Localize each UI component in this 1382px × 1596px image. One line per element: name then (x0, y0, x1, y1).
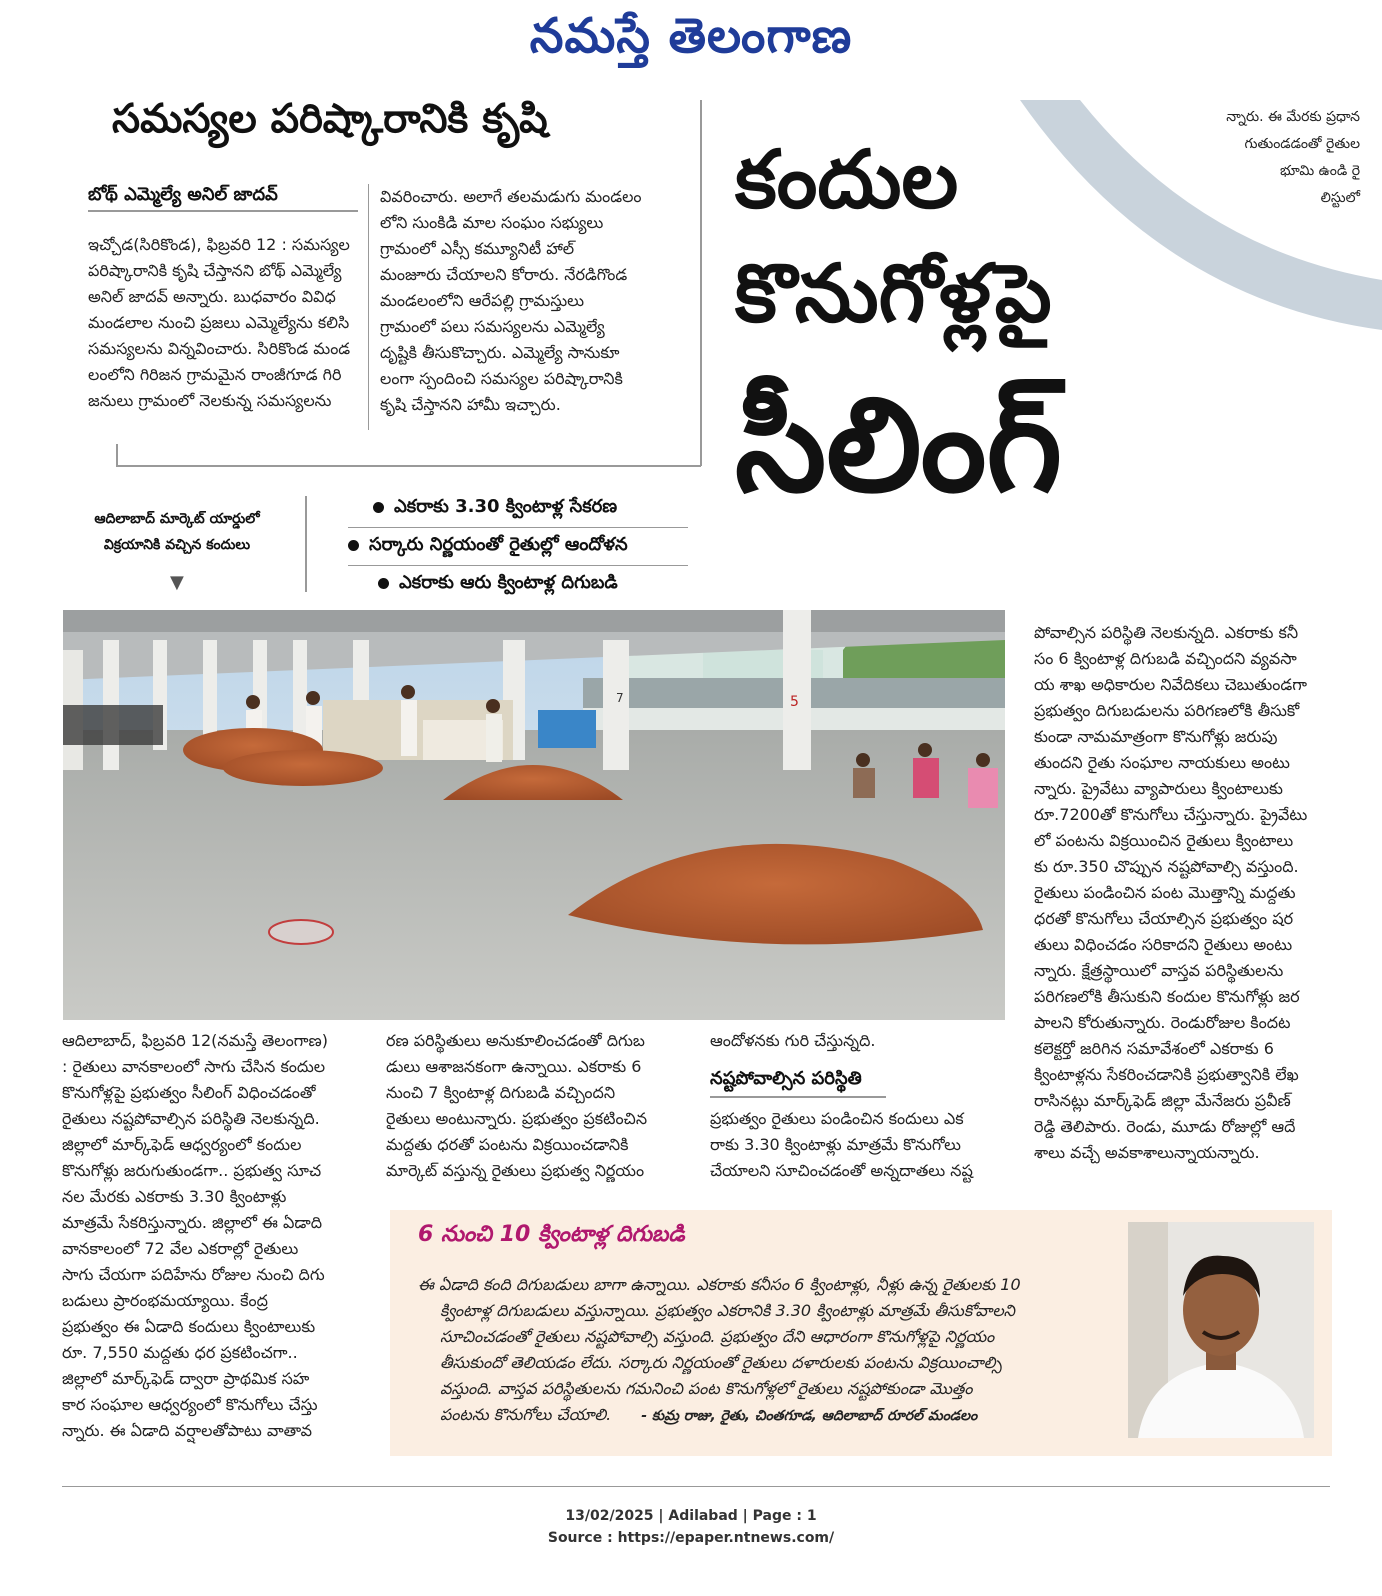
text-line: మండలంలోని ఆరేపల్లి గ్రామస్తులు (380, 291, 584, 310)
bullet-dot-icon (378, 578, 389, 589)
main-headline-line1: కందుల (735, 133, 959, 226)
text-line: న్నారు. ప్రైవేటు వ్యాపారులు క్వింటాలుకు (1034, 779, 1283, 798)
footer-source: Source : https://epaper.ntnews.com/ (547, 1530, 835, 1546)
bullet-text: ఎకరాకు 3.30 క్వింటాళ్ల సేకరణ (394, 496, 618, 517)
text-line: లంగా స్పందించి సమస్యల పరిష్కారానికి (380, 369, 623, 388)
text-line: క్వింటాళ్ల దిగుబడులు వస్తున్నాయి. ప్రభుత్వం ఎకరానికి 3.30 క్వింటాళ్లు మాత్రమే తీసుకోవాలని (440, 1301, 1015, 1320)
text-line: ఈ ఏడాది కంది దిగుబడులు బాగా ఉన్నాయి. ఎకరాకు కనీసం 6 క్వింటాళ్లు, నీళ్లు ఉన్న రైతులకు 10 (418, 1275, 1021, 1294)
text-line: మాత్రమే సేకరిస్తున్నారు. జిల్లాలో ఈ ఏడాది (62, 1213, 323, 1232)
text-line: పోవాల్సిన పరిస్థితి నెలకున్నది. ఎకరాకు కనీ (1034, 623, 1299, 642)
caption-arrow-icon: ▼ (170, 572, 184, 593)
left-story-headline: సమస్యల పరిష్కారానికి కృషి (112, 96, 548, 142)
text-line: సమస్యలను విన్నవించారు. సిరికొండ మండ (88, 339, 351, 358)
bottom-col2-text (386, 1028, 682, 1184)
left-story-col2 (380, 184, 678, 418)
text-line: తీసుకుందో తెలియడం లేదు. సర్కారు నిర్ణయంతో రైతులు దళారులకు పంటను విక్రయించాల్సి (440, 1353, 1002, 1372)
text-line: పరిష్కారానికి కృషి చేస్తానని బోథ్ ఎమ్మెల్యే (88, 261, 342, 280)
text-line: బడులు ప్రారంభమయ్యాయి. కేంద్ర (62, 1291, 268, 1310)
quote-box-title: 6 నుంచి 10 క్వింటాళ్ల దిగుబడి (418, 1222, 685, 1247)
text-line: కృషి చేస్తానని హామీ ఇచ్చారు. (380, 395, 561, 414)
text-line: ఇచ్చోడ(సిరికొండ), ఫిబ్రవరి 12 : సమస్యల (88, 235, 350, 254)
text-line: రైతులు నష్టపోవాల్సిన పరిస్థితి నెలకున్నది. (62, 1109, 320, 1128)
text-line: చేయాలని సూచించడంతో అన్నదాతలు నష్ట (710, 1161, 973, 1180)
text-line: ప్రభుత్వం ఈ ఏడాది కందులు క్వింటాలుకు (62, 1317, 316, 1336)
text-line: పాలని కోరుతున్నారు. రెండురోజుల కిందట (1034, 1013, 1291, 1032)
text-line: లో పంటను విక్రయించిన రైతులు క్వింటాలు (1034, 831, 1294, 850)
text-line: మండలాల నుంచి ప్రజలు ఎమ్మెల్యేను కలిసి (88, 313, 350, 332)
text-line: ప్రభుత్వం దిగుబడులను పరిగణలోకి తీసుకో (1034, 701, 1300, 720)
left-story-col1 (88, 232, 358, 414)
bullet-1 (373, 496, 617, 521)
text-line: తులు విధించడం సరికాదని రైతులు అంటు (1034, 935, 1293, 954)
bullet-2 (348, 534, 628, 559)
text-line: నుంచి 7 క్వింటాళ్ల దిగుబడి వచ్చిందని (386, 1083, 616, 1102)
pillar-number: 7 (616, 691, 624, 705)
quote-last-text: పంటను కొనుగోలు చేయాలి. (440, 1405, 612, 1424)
bullet-separator (348, 527, 688, 528)
text-line: లోని సుంకిడి మాల సంఘం సభ్యులు (380, 213, 604, 232)
quote-attribution: - కుమ్ర రాజు, రైతు, చింతగూడ, ఆదిలాబాద్ రూరల్ మండలం (641, 1408, 978, 1424)
text-line: మంజూరు చేయాలని కోరారు. నేరడిగొండ (380, 265, 628, 284)
text-line: రాసినట్లు మార్క్‌ఫెడ్ జిల్లా మేనేజరు ప్రవీణ్ (1034, 1091, 1291, 1110)
quote-last-line (418, 1402, 1118, 1429)
right-column-text (1034, 620, 1340, 1166)
bullet-dot-icon (373, 502, 384, 513)
text-line: దృష్టికి తీసుకొచ్చారు. ఎమ్మెల్యే సానుకూ (380, 343, 620, 362)
text-line: తుందని రైతు సంఘాల నాయకులు అంటు (1034, 753, 1290, 772)
text-line: గ్రామంలో పలు సమస్యలను ఎమ్మెల్యే (380, 317, 605, 336)
text-line: మార్కెట్ వస్తున్న రైతులు ప్రభుత్వ నిర్ణయం (386, 1161, 645, 1180)
text-line: రైతులు పండించిన పంట మొత్తాన్ని మద్దతు (1034, 883, 1296, 902)
market-yard-photo (63, 610, 1005, 1020)
masthead-logo: నమస్తే తెలంగాణ (529, 8, 853, 64)
text-line: కొనుగోళ్లు జరుగుతుండగా.. ప్రభుత్వ సూచ (62, 1161, 322, 1180)
bottom-col3-subheading: నష్టపోవాల్సిన పరిస్థితి (710, 1068, 862, 1089)
text-line: గుతుండడంతో రైతుల (1244, 136, 1360, 152)
text-line: కు రూ.350 చొప్పున నష్టపోవాల్సి వస్తుంది. (1034, 857, 1299, 876)
text-line: రైతులు అంటున్నారు. ప్రభుత్వం ప్రకటించిన (386, 1109, 648, 1128)
text-line: డులు ఆశాజనకంగా ఉన్నాయి. ఎకరాకు 6 (386, 1057, 642, 1076)
text-line: జనులు గ్రామంలో నెలకున్న సమస్యలను (88, 391, 332, 410)
bullet-separator (348, 565, 688, 566)
text-line: పరిగణలోకి తీసుకుని కందుల కొనుగోళ్లు జర (1034, 987, 1300, 1006)
footer-date-edition: 13/02/2025 | Adilabad | Page : 1 (565, 1508, 817, 1524)
text-line: కొనుగోళ్లపై ప్రభుత్వం సీలింగ్ విధించడంతో (62, 1083, 316, 1102)
text-line: వానకాలంలో 72 వేల ఎకరాల్లో రైతులు (62, 1239, 299, 1258)
left-story-column-divider (368, 184, 369, 430)
caption-divider (305, 496, 307, 592)
text-line: కార సంఘాల ఆధ్వర్యంలో కొనుగోలు చేస్తు (62, 1395, 318, 1414)
left-story-bottom-tick (116, 444, 118, 466)
farmer-portrait (1128, 1222, 1314, 1438)
photo-caption-line2: విక్రయానికి వచ్చిన కందులు (103, 537, 251, 553)
bullet-text: ఎకరాకు ఆరు క్వింటాళ్ల దిగుబడి (399, 572, 618, 593)
bottom-col1-text (62, 1028, 360, 1444)
corner-text-snippet (1160, 104, 1360, 212)
text-line: క్వింటాళ్లను సేకరించడానికి ప్రభుత్వానికి లేఖ (1034, 1065, 1299, 1084)
text-line: అనిల్ జాదవ్ అన్నారు. బుధవారం వివిధ (88, 287, 336, 306)
text-line: కుండా నామమాత్రంగా కొనుగోళ్లు జరుపు (1034, 727, 1278, 746)
text-line: రూ.7200తో కొనుగోలు చేస్తున్నారు. ప్రైవేటు (1034, 805, 1308, 824)
quote-box-text (418, 1272, 1118, 1429)
byline-underline (88, 210, 358, 212)
main-headline-line3: సీలింగ్ (735, 369, 1063, 521)
bottom-col3-lead: ఆందోళనకు గురి చేస్తున్నది. (710, 1031, 876, 1050)
bullet-text: సర్కారు నిర్ణయంతో రైతుల్లో ఆందోళన (369, 534, 628, 555)
text-line: జిల్లాలో మార్క్‌ఫెడ్ ఆధ్వర్యంలో కందుల (62, 1135, 302, 1154)
bullet-3 (378, 572, 618, 597)
text-line: సూచించడంతో రైతులు నష్టపోవాల్సి వస్తుంది. ప్రభుత్వం దేని ఆధారంగా కొనుగోళ్లపై నిర్ణయం (440, 1327, 995, 1346)
text-line: న్నారు. ఈ ఏడాది వర్షాలతోపాటు వాతావ (62, 1421, 313, 1440)
text-line: మద్దతు ధరతో పంటను విక్రయించడానికి (386, 1135, 629, 1154)
text-line: ధరతో కొనుగోలు చేయాల్సిన ప్రభుత్వం షర (1034, 909, 1294, 928)
text-line: నల మేరకు ఎకరాకు 3.30 క్వింటాళ్లు (62, 1187, 287, 1206)
text-line: సాగు చేయగా పదిహేను రోజుల నుంచి దిగు (62, 1265, 325, 1284)
text-line: రణ పరిస్థితులు అనుకూలించడంతో దిగుబ (386, 1031, 645, 1050)
text-line: శాలు వచ్చే అవకాశాలున్నాయన్నారు. (1034, 1143, 1260, 1162)
photo-caption-line1: ఆదిలాబాద్ మార్కెట్ యార్డులో (94, 511, 260, 527)
left-story-byline: బోథ్ ఎమ్మెల్యే అనిల్ జాదవ్ (88, 184, 278, 205)
subheading-underline (710, 1096, 886, 1098)
text-line: లంలోని గిరిజన గ్రామమైన రాంజీగూడ గిరి (88, 365, 342, 384)
text-line: జిల్లాలో మార్క్‌ఫెడ్ ద్వారా ప్రాథమిక సహ (62, 1369, 310, 1388)
text-line: : రైతులు వానకాలంలో సాగు చేసిన కందుల (62, 1057, 326, 1076)
text-line: సం 6 క్వింటాళ్ల దిగుబడి వచ్చిందని వ్యవసా (1034, 649, 1297, 668)
text-line: లిస్టులో (1320, 190, 1360, 206)
pillar-number: 5 (790, 694, 799, 710)
text-line: వస్తుంది. వాస్తవ పరిస్థితులను గమనించి పంట కొనుగోళ్లలో రైతులు నష్టపోకుండా మొత్తం (440, 1379, 973, 1398)
bottom-col3-text (710, 1106, 1010, 1184)
text-line: గ్రామంలో ఎస్సీ కమ్యూనిటీ హాల్ (380, 239, 575, 258)
left-story-right-border (700, 100, 702, 466)
footer-divider (62, 1486, 1330, 1487)
bullet-dot-icon (348, 540, 359, 551)
text-line: భూమి ఉండి రై (1279, 163, 1360, 179)
text-line: య శాఖ అధికారుల నివేదికలు చెబుతుండగా (1034, 675, 1307, 694)
text-line: ప్రభుత్వం రైతులు పండించిన కందులు ఎక (710, 1109, 964, 1128)
main-headline-line2: కొనుగోళ్లపై (735, 247, 1052, 340)
text-line: ఆదిలాబాద్, ఫిబ్రవరి 12(నమస్తే తెలంగాణ) (62, 1031, 328, 1050)
text-line: న్నారు. క్షేత్రస్థాయిలో వాస్తవ పరిస్థితులను (1034, 961, 1284, 980)
photo-caption (62, 506, 292, 558)
left-story-bottom-border (116, 465, 701, 467)
text-line: వివరించారు. అలాగే తలమడుగు మండలం (380, 187, 642, 206)
text-line: కలెక్టర్తో జరిగిన సమావేశంలో ఎకరాకు 6 (1034, 1039, 1274, 1058)
text-line: రాకు 3.30 క్వింటాళ్లు మాత్రమే కొనుగోలు (710, 1135, 961, 1154)
text-line: రూ. 7,550 మద్దతు ధర ప్రకటించగా.. (62, 1343, 298, 1362)
text-line: రెడ్డి తెలిపారు. రెండు, మూడు రోజుల్లో ఆదే (1034, 1117, 1296, 1136)
text-line: న్నారు. ఈ మేరకు ప్రధాన (1226, 109, 1360, 125)
